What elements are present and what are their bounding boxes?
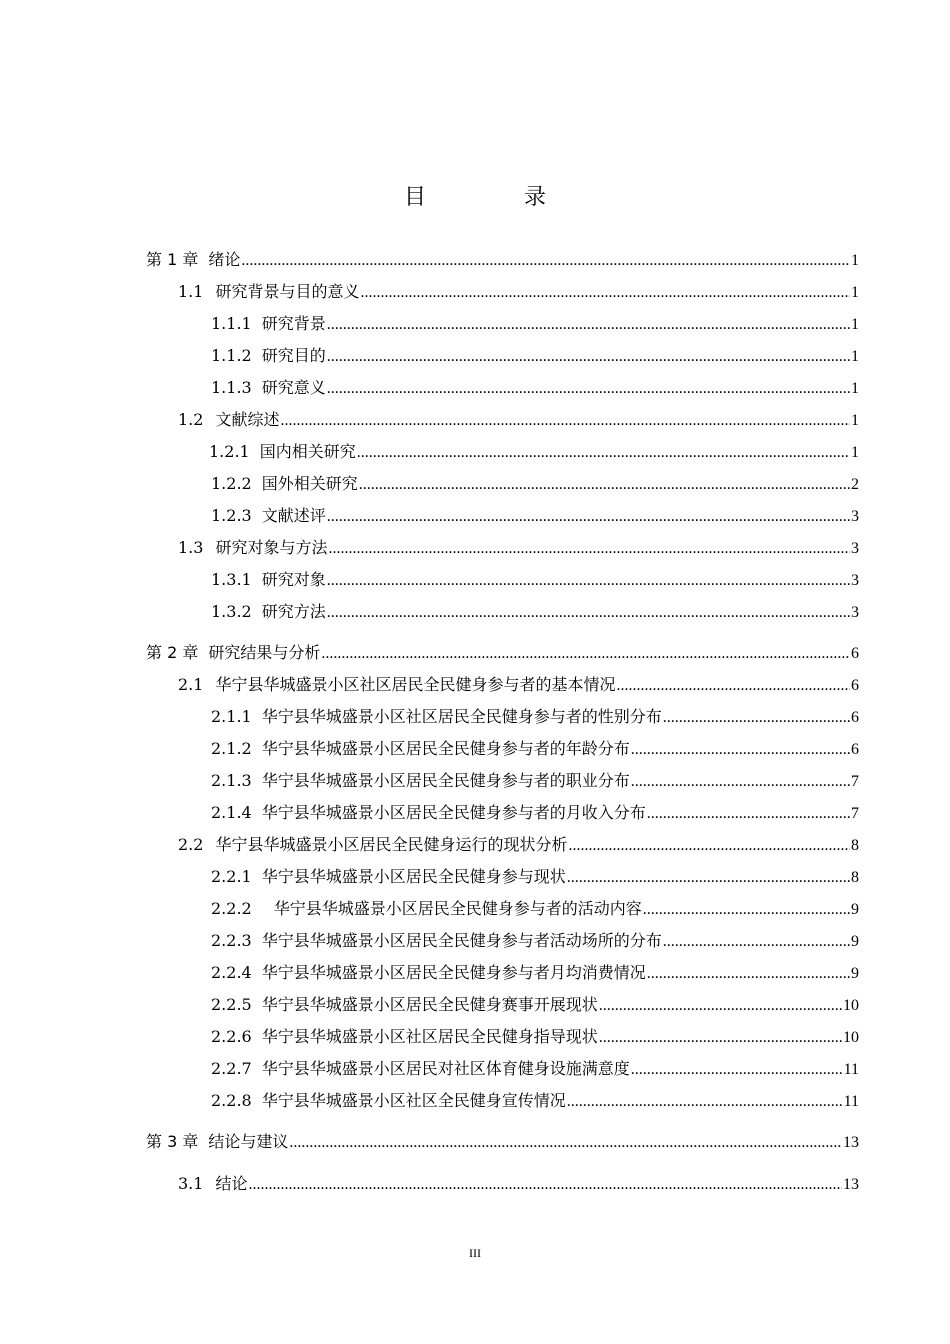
toc-entry[interactable] [209,442,859,463]
toc-leader [663,932,850,952]
toc-entry[interactable] [178,282,859,303]
toc-leader [599,996,842,1016]
toc-page-number: 11 [843,1061,859,1078]
toc-page-number: 1 [851,412,859,429]
toc-text: 国外相关研究 [261,474,358,493]
toc-leader [567,868,850,888]
toc-text: 文献综述 [215,410,280,429]
toc-leader [568,836,850,856]
toc-number: 2.1 [178,675,204,694]
toc-leader [241,251,850,271]
toc-number: 第 1 章 [146,250,199,269]
toc-page-number: 1 [851,380,859,397]
toc-text: 研究背景 [261,314,326,333]
toc-entry[interactable] [211,771,859,792]
toc-page-number: 1 [851,348,859,365]
toc-number: 1.3.1 [211,570,252,589]
toc-page-number: 8 [851,869,859,886]
toc-entry[interactable] [178,538,859,559]
toc-entry[interactable] [211,314,859,335]
toc-entry[interactable] [178,410,859,431]
toc-leader [289,1133,842,1153]
toc-leader [359,475,850,495]
toc-page-number: 10 [843,997,859,1014]
toc-leader [599,1028,842,1048]
toc-page-number: 1 [851,444,859,461]
toc-entry[interactable] [211,1059,859,1080]
toc-text: 华宁县华城盛景小区居民全民健身参与者的月收入分布 [261,803,646,822]
toc-number: 1.2.3 [211,506,252,525]
toc-number: 1.1.3 [211,378,252,397]
toc-page-number: 3 [851,604,859,621]
toc-leader [663,708,850,728]
toc-text: 研究对象 [261,570,326,589]
toc-number: 1.2 [178,410,204,429]
toc-number: 2.1.2 [211,739,252,758]
toc-entry[interactable] [211,963,859,984]
toc-text: 华宁县华城盛景小区居民全民健身运行的现状分析 [215,835,568,854]
toc-text: 绪论 [208,250,241,269]
toc-leader [631,740,850,760]
toc-number: 2.2.8 [211,1091,252,1110]
toc-entry[interactable] [211,707,859,728]
toc-number: 第 2 章 [146,643,199,662]
toc-entry[interactable] [146,250,859,271]
toc-page-number: 11 [843,1093,859,1110]
toc-leader [631,1060,843,1080]
toc-text: 华宁县华城盛景小区居民全民健身参与者活动场所的分布 [261,931,662,950]
toc-text: 华宁县华城盛景小区社区居民全民健身参与者的基本情况 [215,675,616,694]
toc-page-number: 7 [851,773,859,790]
toc-leader [327,603,850,623]
toc-leader [567,1092,843,1112]
toc-number: 2.2.6 [211,1027,252,1046]
toc-number: 2.1.3 [211,771,252,790]
toc-entry[interactable] [178,1174,859,1195]
toc-page-number: 6 [851,645,859,662]
toc-text: 结论与建议 [208,1132,289,1151]
toc-number: 2.1.4 [211,803,252,822]
toc-number: 1.2.2 [211,474,252,493]
toc-text: 华宁县华城盛景小区社区居民全民健身指导现状 [261,1027,598,1046]
toc-leader [647,964,850,984]
toc-text: 研究意义 [261,378,326,397]
toc-entry[interactable] [178,835,859,856]
toc-page-number: 13 [843,1176,859,1193]
toc-page-number: 10 [843,1029,859,1046]
toc-leader [321,644,850,664]
toc-text: 华宁县华城盛景小区居民全民健身参与现状 [261,867,566,886]
toc-entry[interactable] [211,378,859,399]
toc-entry[interactable] [178,675,859,696]
toc-text: 华宁县华城盛景小区居民全民健身参与者的职业分布 [261,771,630,790]
toc-page-number: 6 [851,741,859,758]
toc-entry[interactable] [211,506,859,527]
toc-leader [327,347,850,367]
toc-leader [248,1175,842,1195]
toc-page-number: 1 [851,284,859,301]
toc-entry[interactable] [211,474,859,495]
toc-text: 国内相关研究 [259,442,356,461]
toc-number: 2.2.1 [211,867,252,886]
page-footer-number: III [469,1246,481,1260]
toc-leader [327,379,850,399]
toc-leader [327,315,850,335]
toc-number: 2.2.4 [211,963,252,982]
toc-entry[interactable] [211,570,859,591]
toc-leader [616,676,850,696]
toc-entry[interactable] [211,739,859,760]
toc-text: 华宁县华城盛景小区居民对社区体育健身设施满意度 [261,1059,630,1078]
toc-text: 研究目的 [261,346,326,365]
toc-entry[interactable] [211,602,859,623]
toc-leader [280,411,850,431]
toc-number: 2.1.1 [211,707,252,726]
toc-page-number: 9 [851,965,859,982]
toc-leader [327,571,850,591]
toc-text: 华宁县华城盛景小区居民全民健身参与者的活动内容 [273,899,642,918]
toc-number: 3.1 [178,1174,204,1193]
toc-text: 华宁县华城盛景小区居民全民健身参与者的年龄分布 [261,739,630,758]
toc-page-number: 8 [851,837,859,854]
toc-page-number: 3 [851,540,859,557]
toc-page-number: 9 [851,933,859,950]
toc-number: 1.1.2 [211,346,252,365]
toc-entry[interactable] [146,1132,859,1153]
toc-number: 2.2 [178,835,204,854]
toc-leader [360,283,850,303]
toc-number: 2.2.2 [211,899,252,918]
toc-text: 华宁县华城盛景小区居民全民健身赛事开展现状 [261,995,598,1014]
toc-leader [647,804,850,824]
toc-number: 1.3.2 [211,602,252,621]
toc-entry[interactable] [211,1091,859,1112]
toc-entry[interactable] [211,867,859,888]
toc-number: 1.1 [178,282,204,301]
toc-text: 华宁县华城盛景小区社区全民健身宣传情况 [261,1091,566,1110]
toc-page-number: 3 [851,572,859,589]
toc-entry[interactable] [211,803,859,824]
toc-page-number: 6 [851,677,859,694]
toc-page-number: 7 [851,805,859,822]
toc-entry[interactable] [211,1027,859,1048]
toc-page-number: 2 [851,476,859,493]
toc-leader [643,900,850,920]
toc-text: 研究结果与分析 [208,643,321,662]
toc-number: 2.2.7 [211,1059,252,1078]
toc-number: 1.1.1 [211,314,252,333]
toc-text: 华宁县华城盛景小区居民全民健身参与者月均消费情况 [261,963,646,982]
toc-text: 华宁县华城盛景小区社区居民全民健身参与者的性别分布 [261,707,662,726]
toc-text: 结论 [215,1174,248,1193]
toc-entry[interactable] [211,899,859,920]
toc-number: 2.2.5 [211,995,252,1014]
toc-text: 研究方法 [261,602,326,621]
toc-page-number: 13 [843,1134,859,1151]
toc-number: 第 3 章 [146,1132,199,1151]
toc-text: 文献述评 [261,506,326,525]
toc-text: 研究对象与方法 [215,538,328,557]
toc-page-number: 3 [851,508,859,525]
toc-number: 1.2.1 [209,442,250,461]
toc-page-number: 9 [851,901,859,918]
toc-entry[interactable] [146,643,859,664]
toc-number: 1.3 [178,538,204,557]
toc-number: 2.2.3 [211,931,252,950]
toc-page-number: 1 [851,252,859,269]
toc-entry[interactable] [211,995,859,1016]
toc-leader [631,772,850,792]
toc-leader [357,443,850,463]
toc-text: 研究背景与目的意义 [215,282,360,301]
toc-page-number: 1 [851,316,859,333]
toc-entry[interactable] [211,931,859,952]
toc-page-number: 6 [851,709,859,726]
toc-leader [328,539,850,559]
toc-leader [327,507,850,527]
page-title: 目 录 [403,185,584,210]
toc-entry[interactable] [211,346,859,367]
